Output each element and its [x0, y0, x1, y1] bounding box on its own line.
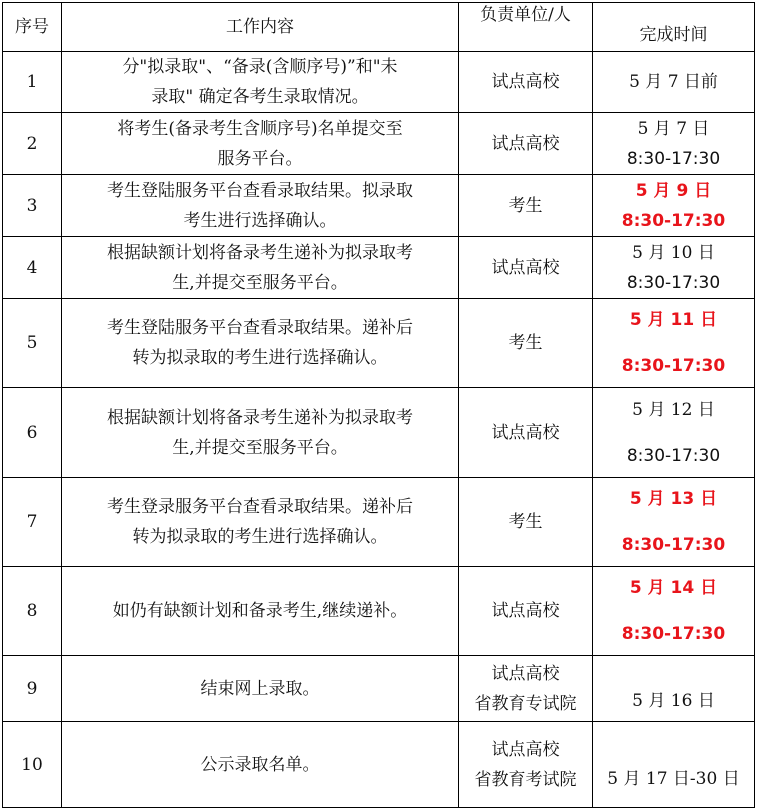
table-row: [3, 656, 755, 722]
row-unit-line1: 试点高校: [491, 739, 560, 760]
row-content-line1: 根据缺额计划将备录考生递补为拟录取考: [107, 242, 413, 263]
row-content-line2: 转为拟录取的考生进行选择确认。: [132, 527, 388, 547]
header-unit-label: 负责单位/人: [480, 5, 571, 25]
header-time: [593, 3, 755, 52]
table-row: [3, 175, 755, 237]
header-unit: [459, 3, 593, 52]
row-hours: 8:30-17:30: [626, 148, 721, 169]
table-row: [3, 567, 755, 656]
header-content-label: 工作内容: [226, 17, 294, 37]
row-date: 5 月 9 日: [635, 180, 712, 201]
row-no: 7: [3, 478, 62, 567]
row-unit: [459, 478, 593, 567]
row-content-line1: 结束网上录取。: [200, 678, 320, 699]
row-time: [593, 237, 755, 299]
row-time: [593, 113, 755, 175]
row-content: [62, 656, 459, 722]
row-unit-line1: 考生: [508, 333, 543, 353]
row-hours: 8:30-17:30: [621, 356, 726, 376]
row-content: [62, 113, 459, 175]
table-row: [3, 52, 755, 113]
row-unit: [459, 175, 593, 237]
table-row: [3, 478, 755, 567]
row-no: 6: [3, 388, 62, 478]
header-no-label: 序号: [15, 17, 49, 37]
row-content-line1: 考生登陆服务平台查看录取结果。递补后: [107, 318, 413, 338]
row-content-line1: 将考生(备录考生含顺序号)名单提交至: [117, 118, 403, 139]
row-time: [593, 656, 755, 722]
row-no: 5: [3, 299, 62, 388]
row-unit-line1: 试点高校: [491, 133, 560, 154]
admission-schedule-table: [2, 2, 755, 808]
row-content-line2: 服务平台。: [217, 148, 303, 169]
row-content: [62, 175, 459, 237]
row-content: [62, 722, 459, 808]
row-time-highlighted: [593, 567, 755, 656]
table-header-row: [3, 3, 755, 52]
row-unit-line1: 考生: [508, 195, 543, 216]
row-no: 2: [3, 113, 62, 175]
row-content-line2: 转为拟录取的考生进行选择确认。: [132, 348, 388, 368]
row-unit: [459, 722, 593, 808]
row-hours: 8:30-17:30: [626, 272, 721, 293]
row-unit: [459, 52, 593, 113]
row-unit: [459, 656, 593, 722]
row-unit-line1: 试点高校: [491, 257, 560, 278]
row-time: [593, 388, 755, 478]
row-hours: 8:30-17:30: [621, 624, 726, 644]
row-hours: 8:30-17:30: [621, 535, 726, 555]
row-content: [62, 52, 459, 113]
row-content-line1: 考生登陆服务平台查看录取结果。拟录取: [107, 180, 413, 201]
row-content: [62, 299, 459, 388]
row-content-line1: 公示录取名单。: [200, 754, 320, 775]
row-unit-line1: 试点高校: [491, 663, 560, 684]
row-content: [62, 388, 459, 478]
row-date: 5 月 12 日: [632, 399, 715, 420]
row-unit-line2: 省教育专试院: [474, 693, 577, 714]
row-date: 5 月 13 日: [629, 489, 718, 509]
table-body: [3, 52, 755, 808]
row-time-highlighted: [593, 299, 755, 388]
row-content: [62, 478, 459, 567]
row-hours: 8:30-17:30: [621, 210, 726, 231]
row-no: 3: [3, 175, 62, 237]
row-time-highlighted: [593, 175, 755, 237]
row-unit-line1: 考生: [508, 512, 543, 532]
row-content-line1: 考生登录服务平台查看录取结果。递补后: [107, 497, 413, 517]
row-date: 5 月 11 日: [629, 310, 718, 330]
row-time: [593, 722, 755, 808]
table-row: [3, 237, 755, 299]
row-unit: [459, 388, 593, 478]
row-content: [62, 567, 459, 656]
row-no: 1: [3, 52, 62, 113]
row-date: 5 月 7 日前: [629, 72, 718, 92]
table-row: [3, 388, 755, 478]
row-time-highlighted: [593, 478, 755, 567]
row-unit: [459, 567, 593, 656]
row-content: [62, 237, 459, 299]
row-date: 5 月 10 日: [632, 242, 715, 263]
table-row: [3, 722, 755, 808]
row-content-line1: 如仍有缺额计划和备录考生,继续递补。: [112, 601, 408, 621]
row-content-line1: 分"拟录取"、“备录(含顺序号)”和"未: [122, 57, 398, 77]
row-unit-line1: 试点高校: [491, 601, 560, 621]
row-time: [593, 52, 755, 113]
row-no: 9: [3, 656, 62, 722]
row-no: 8: [3, 567, 62, 656]
row-content-line2: 生,并提交至服务平台。: [172, 272, 348, 293]
row-unit-line1: 试点高校: [491, 422, 560, 443]
table-row: [3, 299, 755, 388]
header-content: [62, 3, 459, 52]
row-unit: [459, 237, 593, 299]
row-no: 10: [3, 722, 62, 808]
row-date: 5 月 7 日: [637, 118, 710, 139]
row-date: 5 月 14 日: [629, 578, 718, 598]
row-content-line2: 考生进行选择确认。: [183, 210, 337, 231]
header-time-label: 完成时间: [639, 25, 708, 45]
table-row: [3, 113, 755, 175]
row-unit: [459, 113, 593, 175]
row-unit: [459, 299, 593, 388]
row-unit-line2: 省教育考试院: [474, 769, 577, 790]
row-content-line1: 根据缺额计划将备录考生递补为拟录取考: [107, 407, 413, 428]
row-content-line2: 录取" 确定各考生录取情况。: [151, 87, 369, 107]
row-hours: 8:30-17:30: [626, 445, 721, 466]
row-date: 5 月 16 日: [632, 690, 715, 711]
row-unit-line1: 试点高校: [491, 72, 560, 92]
row-content-line2: 生,并提交至服务平台。: [172, 437, 348, 458]
row-date: 5 月 17 日-30 日: [607, 768, 740, 789]
header-no: [3, 3, 62, 52]
row-no: 4: [3, 237, 62, 299]
